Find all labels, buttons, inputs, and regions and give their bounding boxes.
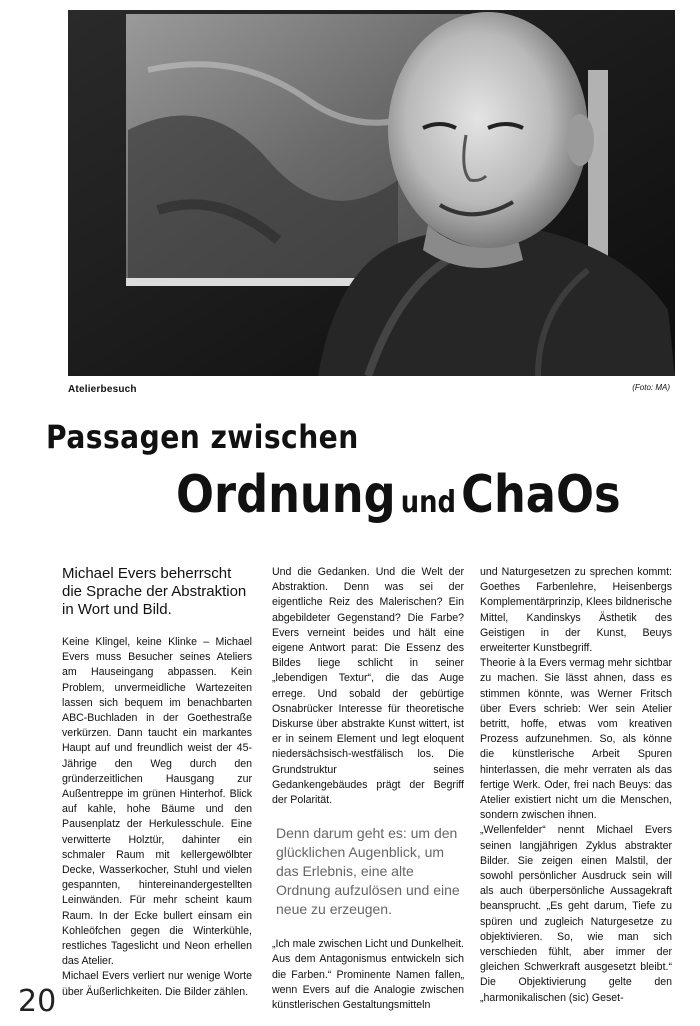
column-3 [480,565,672,1006]
pull-quote: Denn darum geht es: um den glücklichen Augenblick, um das Erlebnis, eine alte Ordnung aufzulösen und eine neue zu erzeugen. [276,825,460,918]
column-1 [62,565,252,1000]
body-paragraph: „Wellenfelder“ nennt Michael Evers seinen langjährigen Zyklus abstrakter Bilder. Sie zeigen einen Malstil, der sowohl persönlicher Ausdruck sein will als auch überpersönliche Aussagekraft beansprucht. „Es geht darum, Tiefe zu spüren und zugleich Naturgesetze zu objektivieren. So, wie man sich verschieden fühlt, aber immer der gleichen Schwerkraft ausgesetzt bleibt.“ Die Objektivierung gelte den „harmonikalischen (sic) Geset- [480,824,672,1004]
headline-line-1: Passagen zwischen [46,418,359,456]
headline-word-ordnung: Ordnung [176,465,396,525]
body-paragraph: und Naturgesetzen zu sprechen kommt: Goethes Farbenlehre, Heisenbergs Komplementärprinzip, Klees bildnerische Mittel, Kandinskys Ästhetik des Geistigen in der Kunst, Beuys erweiterter Kunstbegriff. [480,566,672,655]
page-number: 20 [18,984,57,1019]
column-2 [272,565,464,1013]
portrait-photo [68,10,675,376]
section-label: Atelierbesuch [68,384,137,395]
lead-paragraph: Michael Evers beherrscht die Sprache der Abstraktion in Wort und Bild. [62,565,247,618]
headline-line-2 [176,465,621,525]
body-paragraph: Und die Gedanken. Und die Welt der Abstraktion. Denn was sei der eigentliche Reiz des Malerischen? Ein abgebildeter Gegenstand? Die Farbe? Evers verneint beides und hält eine eigene Antwort parat: Die Essenz des Bildes liege schlicht in seiner „lebendigen Textur“, die das Auge errege. Und sobald der gebürtige Osnabrücker Interesse für theoretische Diskurse über abstrakte Kunst wittert, ist er in seinem Element und legt eloquent niedersächsisch-westfälisch los. Die Grundstruktur seines Gedankengebäudes prägt der Begriff der Polarität. [272,566,464,807]
body-paragraph: Keine Klingel, keine Klinke – Michael Evers muss Besucher seines Ateliers am Hauseingang abpassen. Kein Problem, unvermeidliche Wartezeiten lassen sich bequem im benachbarten ABC-Buchladen in der Goethestraße verkürzen. Dann taucht ein markantes Haupt auf und freundlich weist der 45-Jährige den Weg durch den gründerzeitlichen Hausgang zur Außentreppe im grünen Hinterhof. Blick auf kahle, hohe Bäume und den Pausenplatz der Herkulesschule. Eine verwitterte Holztür, dahinter ein schmaler Raum mit kellergewölbter Decke, Wasserkocher, Stuhl und vielen gespannten, hintereinandergestellten Leinwänden. Für mehr scheint kaum Raum. In der Ecke bullert einsam ein Kohleöfchen gegen die Winterkühle, restliches Tageslicht und Neon erhellen das Atelier. [62,636,252,968]
portrait-illustration [68,10,675,376]
headline-word-chaos: ChaOs [461,465,621,525]
body-paragraph: Theorie à la Evers vermag mehr sichtbar zu machen. Sie lässt ahnen, dass es stimmen könnte, was Werner Fritsch über Evers schrieb: Wer sein Atelier betritt, hoffe, etwas vom kreativen Prozess aufzunehmen. So, als könne die künstlerische Arbeit Spuren hinterlassen, die mehr verraten als das fertige Werk. Oder, frei nach Beuys: das Atelier existiert nicht um die Menschen, sondern zwischen ihnen. [480,657,672,822]
body-paragraph: „Ich male zwischen Licht und Dunkelheit. Aus dem Antagonismus entwickeln sich die Farben.“ Prominente Namen fallen„ wenn Evers auf die Analogie zwischen künstlerischen Gestaltungsmitteln [272,938,464,1012]
headline-connector: und [400,485,456,520]
photo-credit: (Foto: MA) [632,383,670,392]
body-paragraph: Michael Evers verliert nur wenige Worte über Äußerlichkeiten. Die Bilder zählen. [62,970,252,998]
